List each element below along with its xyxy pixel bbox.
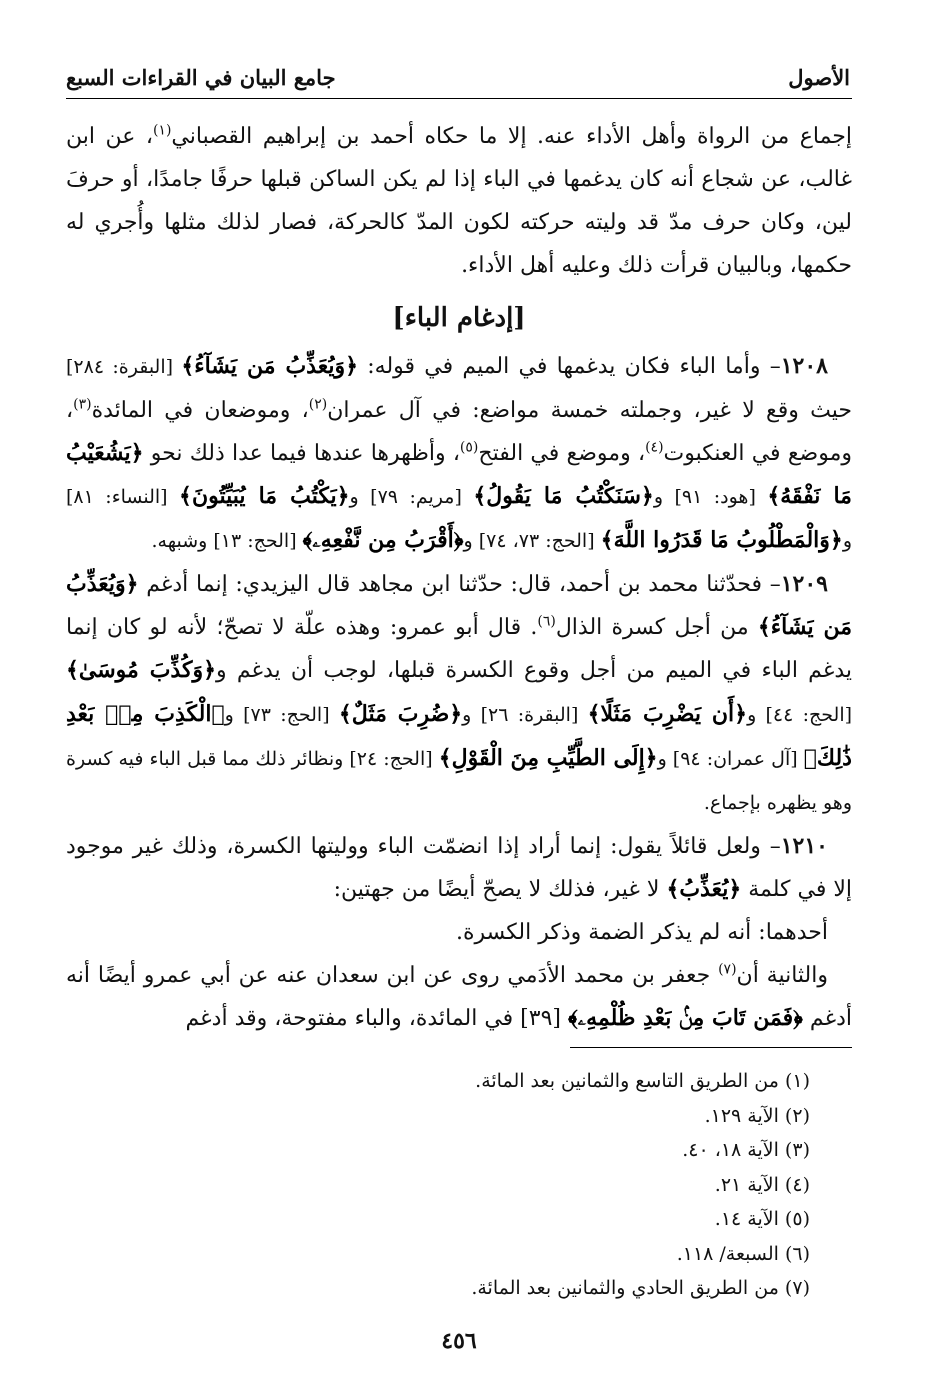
footnote-6: (٦) السبعة/ ١١٨. [676,1242,810,1265]
footnote-4: (٤) الآية ٢١. [714,1173,810,1196]
footnotes [66,1064,852,1306]
header-section-title: الأصول [788,65,850,90]
quran-quote: ﴿وَيُعَذِّبُ مَن يَشَآءُ﴾ [181,353,358,379]
footnote-divider [570,1047,852,1048]
paragraph-1209: ١٢٠٩– فحدّثنا محمد بن أحمد، قال: حدّثنا ابن مجاهد قال اليزيدي: إنما أدغم ﴿وَيُعَذِّبُ مَن يَشَآءُ﴾ من أجل كسرة الذال$^{(٦)}$. قال أبو عمرو: وهذه علّة لا تصحّ؛ لأنه لو كان إنما يدغم الباء في الميم من أجل وقوع الكسرة قبلها، لوجب أن يدغم و﴿وَكُذِّبَ مُوسَىٰ﴾ [الحج: ٤٤] و﴿أَن يَضْرِبَ مَثَلًا﴾ [البقرة: ٢٦] و﴿ضُرِبَ مَثَلٌ﴾ [الحج: ٧٣] و﴿الْكَذِبَ مِنۢ بَعْدِ ذَٰلِكَ﴾ [آل عمران: ٩٤] و﴿إِلَى الطَّيِّبِ مِنَ الْقَوْلِ﴾ [الحج: ٢٤] ونظائر ذلك مما قبل الباء فيه كسرة وهو يظهره بإجماع. [66,571,853,814]
section-heading: [إدغام الباء] [392,303,526,333]
book-page [66,0,852,1400]
paragraph-first-point: أحدهما: أنه لم يذكر الضمة وذكر الكسرة. [455,920,828,945]
page-number: ٤٥٦ [441,1328,477,1354]
paragraph-number: ١٢٠٨ [780,353,828,379]
quran-quote: ﴿وَيُعَذِّبُ مَن يَشَآءُ﴾ [66,571,852,640]
footnote-2: (٢) الآية ١٢٩. [704,1104,810,1127]
footnote-ref-4[interactable]: (٤) [645,439,664,456]
paragraph-number: ١٢٠٩ [780,571,828,597]
quran-quote: ﴿وَالْمَطْلُوبُ مَا قَدَرُوا اللَّهَ﴾ [600,527,843,553]
footnote-ref-5[interactable]: (٥) [459,439,479,456]
footnote-ref-7[interactable]: (٧) [718,961,737,978]
quran-quote: ﴿يَشُعَيْبُ مَا نَفْقَهُ﴾ [66,440,852,509]
quran-quote: ﴿إِلَى الطَّيِّبِ مِنَ الْقَوْلِ﴾ [438,745,658,771]
quran-quote: ﴿أَن يَضْرِبَ مَثَلًا﴾ [587,701,748,727]
paragraph-number: ١٢١٠ [780,833,828,859]
running-header [66,58,852,99]
footnote-ref-3[interactable]: (٣) [73,396,92,413]
quran-quote: ﴿فَمَن تَابَ مِنۢ بَعْدِ ظُلْمِهِۦ﴾ [567,1005,803,1031]
quran-quote: ﴿ضُرِبَ مَثَلٌ﴾ [338,701,463,727]
footnote-1: (١) من الطريق التاسع والثمانين بعد المائة. [475,1070,810,1092]
footnote-7: (٧) من الطريق الحادي والثمانين بعد المائة. [471,1277,810,1299]
paragraph-second-point: والثانية أن$^{(٧)}$ جعفر بن محمد الأدَمي روى عن ابن سعدان عنه عن أبي عمرو أيضًا أنه أدغم ﴿فَمَن تَابَ مِنۢ بَعْدِ ظُلْمِهِۦ﴾ [٣٩] في المائدة، والباء مفتوحة، وقد أدغم [66,961,852,1031]
quran-quote: ﴿أَقْرَبُ مِن نَّفْعِهِۦ﴾ [302,527,464,553]
quran-quote: ﴿الْكَذِبَ مِنۢ بَعْدِ ذَٰلِكَ﴾ [66,701,852,771]
quran-quote: ﴿يُعَذِّبُ﴾ [666,876,742,902]
footnote-3: (٣) الآية ١٨، ٤٠. [682,1139,810,1161]
quran-quote: ﴿يَكْتُبُ مَا يُبَيِّتُونَ﴾ [179,483,350,509]
quran-quote: ﴿وَكُذِّبَ مُوسَىٰ﴾ [66,657,216,683]
footnote-5: (٥) الآية ١٤. [714,1208,810,1230]
footnote-ref-1[interactable]: (١) [152,122,172,139]
paragraph-1210: ١٢١٠– ولعل قائلاً يقول: إنما أراد إذا انضمّت الباء ووليتها الكسرة، وذلك غير موجود إلا في كلمة ﴿يُعَذِّبُ﴾ لا غير، فذلك لا يصحّ أيضًا من جهتين: [66,833,852,902]
footnote-ref-2[interactable]: (٢) [308,396,328,413]
quran-quote: ﴿سَنَكْتُبُ مَا يَقُولُ﴾ [473,483,654,509]
paragraph-intro: إجماع من الرواة وأهل الأداء عنه. إلا ما حكاه أحمد بن إبراهيم القصباني$^{(١)}$، عن ابن غالب، عن شجاع أنه كان يدغمها في الباء إذا لم يكن الساكن قبلها حرفًا جامدًا، أو حرفَ لين، وكان حرف مدّ قد وليته حركته لكون المدّ كالحركة، فصار لذلك مثلها وأُجري له حكمها، وبالبيان قرأت ذلك وعليه أهل الأداء. [66,122,852,278]
main-text [66,115,852,1040]
footnote-ref-6[interactable]: (٦) [537,613,556,630]
paragraph-1208: ١٢٠٨– وأما الباء فكان يدغمها في الميم في قوله: ﴿وَيُعَذِّبُ مَن يَشَآءُ﴾ [البقرة: ٢٨٤] حيث وقع لا غير، وجملته خمسة مواضع: في آل عمران$^{(٢)}$، وموضعان في المائدة$^{(٣)}$، وموضع في العنكبوت$^{(٤)}$، وموضع في الفتح$^{(٥)}$، وأظهرها عندها فيما عدا ذلك نحو ﴿يَشُعَيْبُ مَا نَفْقَهُ﴾ [هود: ٩١] و﴿سَنَكْتُبُ مَا يَقُولُ﴾ [مريم: ٧٩] و﴿يَكْتُبُ مَا يُبَيِّتُونَ﴾ [النساء: ٨١] و﴿وَالْمَطْلُوبُ مَا قَدَرُوا اللَّهَ﴾ [الحج: ٧٣، ٧٤] و﴿أَقْرَبُ مِن نَّفْعِهِۦ﴾ [الحج: ١٣] وشبهه. [66,353,852,553]
header-book-title: جامع البيان في القراءات السبع [66,65,336,90]
